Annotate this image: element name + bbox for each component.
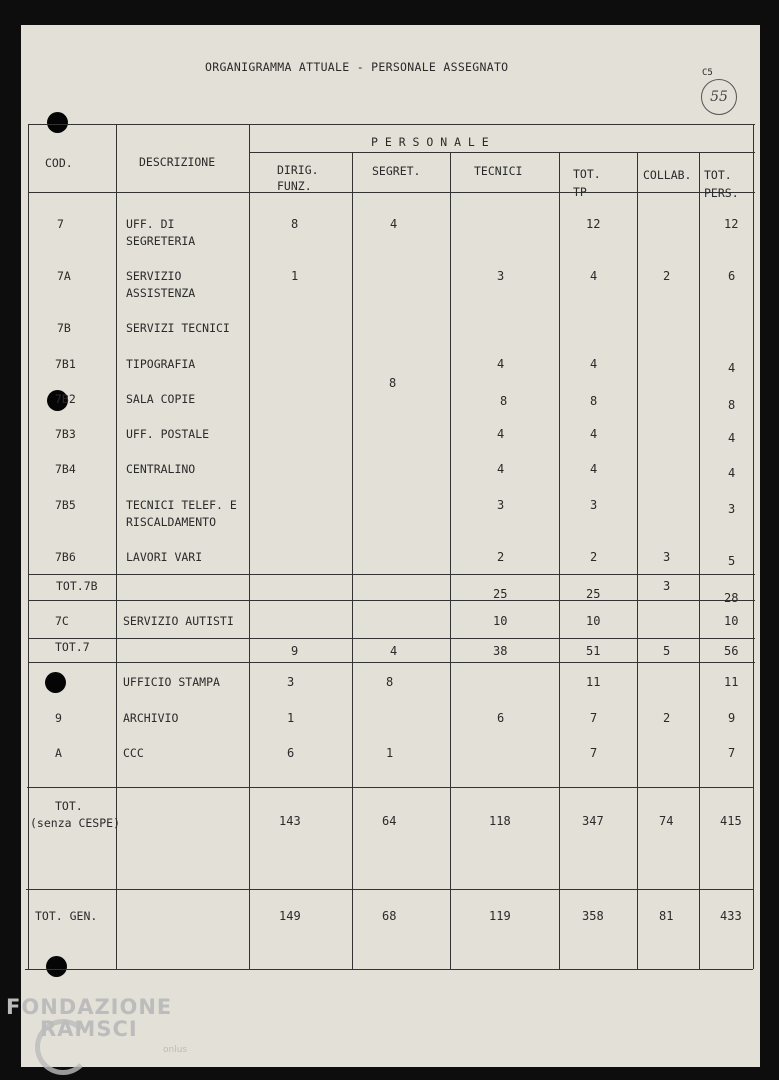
cell-dirig: 149 [279, 909, 301, 923]
row-descrizione: SALA COPIE [126, 392, 196, 406]
cell-segret: 1 [386, 746, 394, 760]
cell-tot-pers: 10 [724, 614, 739, 628]
watermark-logo-icon [35, 1019, 91, 1075]
cell-tot-pers: 8 [728, 398, 736, 412]
row-descrizione: UFF. DI [126, 217, 175, 231]
watermark-line2: RAMSCI [40, 1017, 138, 1041]
cell-tot-tp: 347 [582, 814, 604, 828]
cell-collab: 2 [663, 269, 671, 283]
row-descrizione: LAVORI VARI [126, 550, 203, 564]
cell-tot-pers: 28 [724, 591, 739, 605]
row-descrizione: SERVIZI TECNICI [126, 321, 230, 335]
row-cod: 7C [55, 614, 69, 628]
cell-dirig: 6 [287, 746, 295, 760]
row-descrizione: SERVIZIO AUTISTI [123, 614, 234, 628]
cell-tot-pers: 11 [724, 675, 739, 689]
row-cod: 7B3 [55, 427, 76, 441]
punch-hole [45, 672, 66, 693]
cell-tot-tp: 10 [586, 614, 601, 628]
cell-tecnici: 8 [500, 394, 508, 408]
cell-tecnici: 4 [497, 357, 505, 371]
cell-tot-pers: 3 [728, 502, 736, 516]
cell-tecnici: 4 [497, 427, 505, 441]
header-personale: P E R S O N A L E [371, 135, 489, 149]
row-cod: TOT. [55, 799, 83, 813]
cell-tecnici: 4 [497, 462, 505, 476]
row-descrizione: TIPOGRAFIA [126, 357, 196, 371]
row-cod: 7B4 [55, 462, 76, 476]
watermark-line3: onlus [163, 1045, 188, 1055]
cell-tot-pers: 4 [728, 466, 736, 480]
cell-tot-tp: 8 [590, 394, 598, 408]
cell-tot-tp: 12 [586, 217, 601, 231]
cell-tot-pers: 433 [720, 909, 742, 923]
cell-tecnici: 119 [489, 909, 511, 923]
cell-tot-pers: 5 [728, 554, 736, 568]
cell-segret: 8 [389, 376, 397, 390]
page-title: ORGANIGRAMMA ATTUALE - PERSONALE ASSEGNATO [205, 60, 509, 74]
cell-tot-pers: 12 [724, 217, 739, 231]
cell-tot-pers: 56 [724, 644, 739, 658]
row-cod: TOT.7B [56, 579, 98, 593]
cell-tecnici: 10 [493, 614, 508, 628]
row-cod: 7B1 [55, 357, 76, 371]
cell-tot-tp: 358 [582, 909, 604, 923]
header-cod: COD. [45, 156, 73, 170]
cell-tot-tp: 4 [590, 462, 598, 476]
cell-tecnici: 3 [497, 269, 505, 283]
header-tecnici: TECNICI [474, 164, 523, 178]
cell-collab: 3 [663, 579, 671, 593]
row-cod: 7 [57, 217, 64, 231]
header-collab: COLLAB. [643, 168, 692, 182]
row-cod: 7B2 [55, 392, 76, 406]
cell-segret: 68 [382, 909, 397, 923]
cell-tot-tp: 4 [590, 357, 598, 371]
cell-tecnici: 6 [497, 711, 505, 725]
cell-collab: 5 [663, 644, 671, 658]
row-cod: 7B [57, 321, 71, 335]
row-cod: 9 [55, 711, 62, 725]
header-segret: SEGRET. [372, 164, 421, 178]
row-descrizione: CCC [123, 746, 144, 760]
cell-tot-pers: 9 [728, 711, 736, 725]
cell-dirig: 9 [291, 644, 299, 658]
cell-tecnici: 38 [493, 644, 508, 658]
cell-tot-tp: 4 [590, 269, 598, 283]
punch-hole [46, 956, 67, 977]
row-descrizione: UFFICIO STAMPA [123, 675, 220, 689]
row-cod: 7B5 [55, 498, 76, 512]
cell-tot-tp: 2 [590, 550, 598, 564]
row-cod: TOT. GEN. [35, 909, 98, 923]
cell-dirig: 1 [287, 711, 295, 725]
cell-collab: 81 [659, 909, 674, 923]
cell-tecnici: 25 [493, 587, 508, 601]
row-descrizione: SERVIZIO [126, 269, 182, 283]
cell-tot-tp: 3 [590, 498, 598, 512]
cell-segret: 8 [386, 675, 394, 689]
archive-code: C5 [702, 68, 713, 78]
row-descrizione: TECNICI TELEF. E [126, 498, 237, 512]
row-descrizione-line2: SEGRETERIA [126, 234, 196, 248]
cell-segret: 4 [390, 217, 398, 231]
watermark-line1: FONDAZIONE [6, 995, 173, 1019]
row-cod: TOT.7 [55, 640, 90, 654]
header-dirig: DIRIG. [277, 163, 319, 177]
header-tp: TP [573, 185, 587, 199]
cell-tot-pers: 6 [728, 269, 736, 283]
cell-dirig: 1 [291, 269, 299, 283]
cell-tecnici: 118 [489, 814, 511, 828]
cell-collab: 74 [659, 814, 674, 828]
foundation-watermark [6, 995, 188, 1055]
cell-collab: 3 [663, 550, 671, 564]
cell-tot-tp: 7 [590, 711, 598, 725]
cell-tot-tp: 25 [586, 587, 601, 601]
cell-tot-tp: 11 [586, 675, 601, 689]
cell-dirig: 8 [291, 217, 299, 231]
punch-hole [47, 112, 68, 133]
row-descrizione: UFF. POSTALE [126, 427, 210, 441]
row-cod-note: (senza CESPE) [30, 816, 121, 830]
cell-segret: 64 [382, 814, 397, 828]
cell-dirig: 143 [279, 814, 301, 828]
row-cod: 7B6 [55, 550, 76, 564]
header-tot-pers: TOT. [704, 168, 732, 182]
cell-tot-pers: 7 [728, 746, 736, 760]
row-descrizione-line2: ASSISTENZA [126, 286, 196, 300]
cell-segret: 4 [390, 644, 398, 658]
cell-tot-pers: 4 [728, 431, 736, 445]
header-tot-tp: TOT. [573, 167, 601, 181]
row-descrizione-line2: RISCALDAMENTO [126, 515, 217, 529]
page-number-stamp: 55 [701, 79, 737, 115]
cell-tot-pers: 415 [720, 814, 742, 828]
cell-tecnici: 3 [497, 498, 505, 512]
cell-dirig: 3 [287, 675, 295, 689]
row-cod: 7A [57, 269, 71, 283]
cell-tot-tp: 7 [590, 746, 598, 760]
row-descrizione: CENTRALINO [126, 462, 196, 476]
cell-collab: 2 [663, 711, 671, 725]
header-funz: FUNZ. [277, 179, 312, 193]
row-descrizione: ARCHIVIO [123, 711, 179, 725]
cell-tot-tp: 4 [590, 427, 598, 441]
row-cod: A [55, 746, 62, 760]
cell-tot-tp: 51 [586, 644, 601, 658]
cell-tecnici: 2 [497, 550, 505, 564]
header-pers: PERS. [704, 186, 739, 200]
header-descrizione: DESCRIZIONE [139, 155, 216, 169]
cell-tot-pers: 4 [728, 361, 736, 375]
